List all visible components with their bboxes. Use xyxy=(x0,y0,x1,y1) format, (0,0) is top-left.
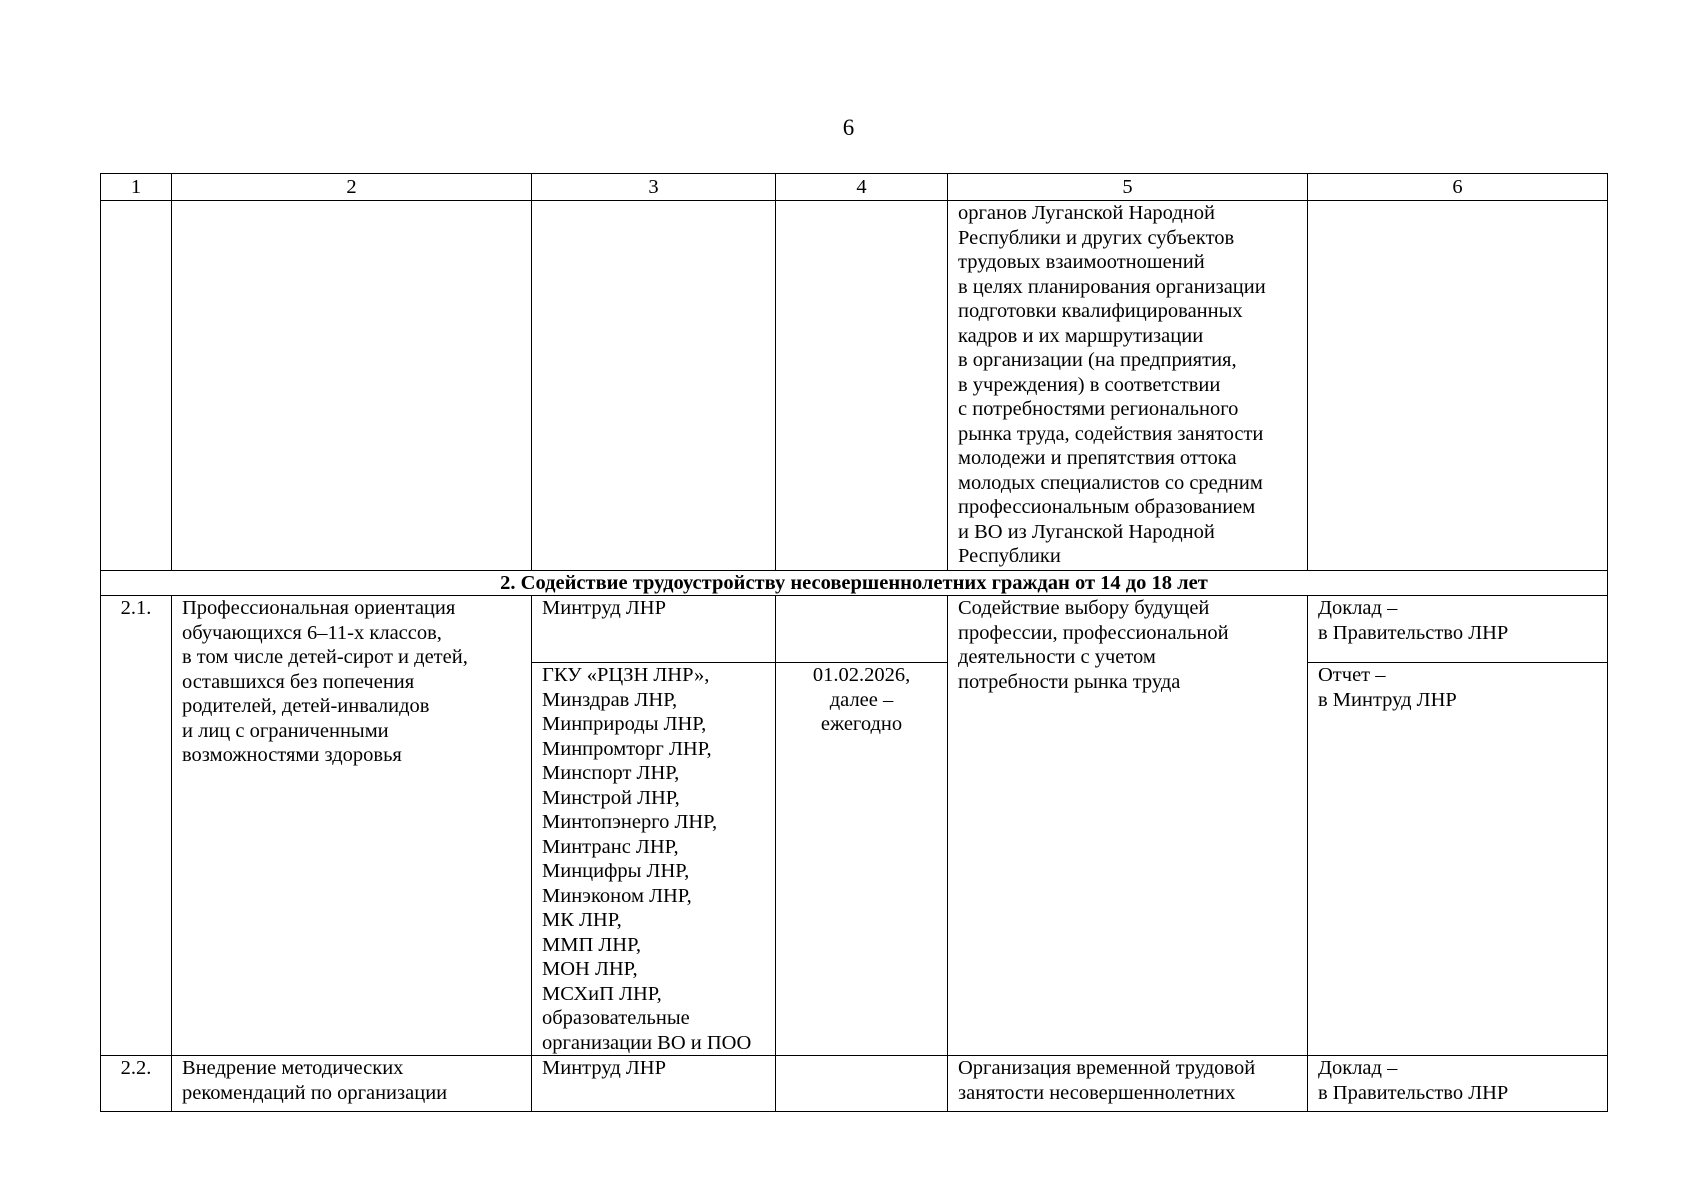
row-number: 2.2. xyxy=(101,1056,172,1112)
section-title: 2. Содействие трудоустройству несовершеннолетних граждан от 14 до 18 лет xyxy=(101,571,1608,596)
row-number: 2.1. xyxy=(101,596,172,1056)
section-row xyxy=(101,571,1608,596)
executor-cell: Минтруд ЛНР xyxy=(532,1056,776,1112)
table-header-row xyxy=(101,174,1608,201)
report-cell: Доклад – в Правительство ЛНР xyxy=(1308,596,1608,663)
cell-empty xyxy=(776,201,948,571)
header-cell: 4 xyxy=(776,174,948,201)
deadline-cell xyxy=(776,596,948,663)
result-cell: Организация временной трудовой занятости несовершеннолетних xyxy=(948,1056,1308,1112)
report-cell: Отчет – в Минтруд ЛНР xyxy=(1308,663,1608,1056)
executor-cell: Минтруд ЛНР xyxy=(532,596,776,663)
header-cell: 2 xyxy=(172,174,532,201)
deadline-cell xyxy=(776,1056,948,1112)
table-row-continued xyxy=(101,201,1608,571)
header-cell: 3 xyxy=(532,174,776,201)
header-cell: 1 xyxy=(101,174,172,201)
plan-table xyxy=(100,173,1608,1112)
header-cell: 5 xyxy=(948,174,1308,201)
report-cell: Доклад – в Правительство ЛНР xyxy=(1308,1056,1608,1112)
continued-result-cell: органов Луганской Народной Республики и других субъектов трудовых взаимоотношений в целях планирования организации подготовки квалифицированных кадров и их маршрутизации в организации (на предприятия, в учреждения) в соответствии с потребностями регионального рынка труда, содействия занятости молодежи и препятствия оттока молодых специалистов со средним профессиональным образованием и ВО из Луганской Народной Республики xyxy=(948,201,1308,571)
cell-empty xyxy=(1308,201,1608,571)
table-row-2-1a xyxy=(101,596,1608,663)
result-cell: Содействие выбору будущей профессии, профессиональной деятельности с учетом потребности рынка труда xyxy=(948,596,1308,1056)
measure-cell: Профессиональная ориентация обучающихся 6–11-х классов, в том числе детей-сирот и детей, оставшихся без попечения родителей, детей-инвалидов и лиц с ограниченными возможностями здоровья xyxy=(172,596,532,1056)
table-row-2-2 xyxy=(101,1056,1608,1112)
cell-empty xyxy=(172,201,532,571)
measure-cell: Внедрение методических рекомендаций по организации xyxy=(172,1056,532,1112)
page-number: 6 xyxy=(842,115,855,140)
cell-empty xyxy=(532,201,776,571)
deadline-cell: 01.02.2026, далее – ежегодно xyxy=(776,663,948,1056)
cell-empty xyxy=(101,201,172,571)
header-cell: 6 xyxy=(1308,174,1608,201)
executor-cell: ГКУ «РЦЗН ЛНР», Минздрав ЛНР, Минприроды ЛНР, Минпромторг ЛНР, Минспорт ЛНР, Минстрой ЛНР, Минтопэнерго ЛНР, Минтранс ЛНР, Минцифры ЛНР, Минэконом ЛНР, МК ЛНР, ММП ЛНР, МОН ЛНР, МСХиП ЛНР, образовательные организации ВО и ПОО xyxy=(532,663,776,1056)
